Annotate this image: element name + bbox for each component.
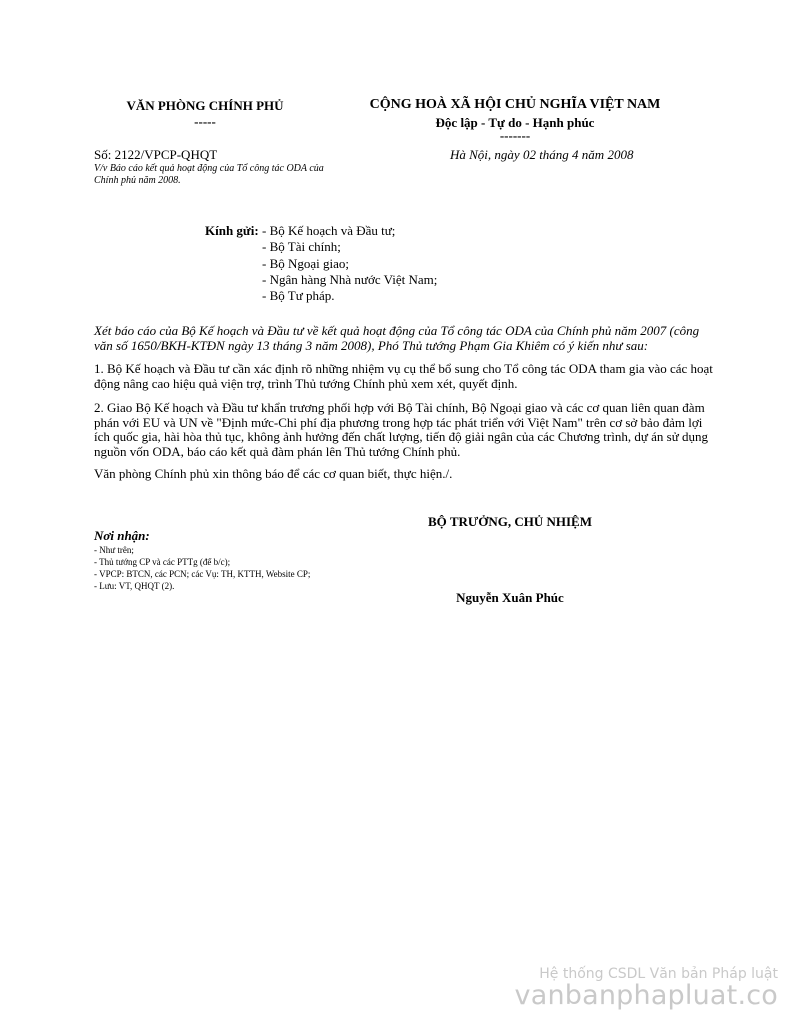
national-title: CỘNG HOÀ XÃ HỘI CHỦ NGHĨA VIỆT NAM	[369, 97, 661, 112]
document-subject: V/v Báo cáo kết quả hoạt động của Tổ công tác ODA của Chính phủ năm 2008.	[94, 163, 324, 186]
watermark-caption: Hệ thống CSDL Văn bản Pháp luật	[539, 966, 778, 982]
recipient-item: - Bộ Ngoại giao;	[262, 255, 350, 271]
watermark-url: vanbanphapluat.co	[514, 980, 778, 1011]
distribution-item: - VPCP: BTCN, các PCN; các Vụ: TH, KTTH, Website CP;	[94, 569, 311, 579]
closing-paragraph: Văn phòng Chính phủ xin thông báo để các cơ quan biết, thực hiện./.	[94, 466, 453, 481]
recipients-list	[262, 223, 437, 304]
distribution-item: - Lưu: VT, QHQT (2).	[94, 581, 175, 591]
distribution-item: - Như trên;	[94, 545, 134, 555]
intro-paragraph: Xét báo cáo của Bộ Kế hoạch và Đầu tư về kết quả hoạt động của Tổ công tác ODA của Chính phủ năm 2007 (công văn số 1650/BKH-KTĐN ngày 13 tháng 3 năm 2008), Phó Thủ tướng Phạm Gia Khiêm có ý kiến như sau:	[94, 323, 700, 353]
distribution-label: Nơi nhận:	[94, 528, 150, 543]
directive-point-1: 1. Bộ Kế hoạch và Đầu tư cần xác định rõ những nhiệm vụ cụ thể bổ sung cho Tổ công tác ODA tham gia vào các hoạt động nâng cao hiệu quả viện trợ, trình Thủ tướng Chính phủ xem xét, quyết định.	[94, 361, 713, 391]
recipients-label: Kính gửi:	[205, 223, 259, 238]
recipient-item: - Bộ Tài chính;	[262, 239, 341, 255]
agency-rule: -----	[194, 114, 216, 129]
directive-point-2: 2. Giao Bộ Kế hoạch và Đầu tư khẩn trương phối hợp với Bộ Tài chính, Bộ Ngoại giao và các cơ quan liên quan đàm phán với EU và UN về "Định mức-Chi phí địa phương trong hợp tác phát triển với Việt Nam" trên cơ sở bảo đảm lợi ích quốc gia, hài hòa thủ tục, không ảnh hưởng đến chất lượng, tiến độ giải ngân của các Chương trình, dự án sử dụng nguồn vốn ODA, báo cáo kết quả đàm phán lên Thủ tướng Chính phủ.	[94, 400, 708, 459]
document-number: Số: 2122/VPCP-QHQT	[94, 147, 218, 162]
distribution-item: - Thủ tướng CP và các PTTg (để b/c);	[94, 557, 231, 567]
signatory-title: BỘ TRƯỞNG, CHỦ NHIỆM	[428, 514, 592, 529]
recipient-item: - Ngân hàng Nhà nước Việt Nam;	[262, 271, 438, 287]
recipient-item: - Bộ Kế hoạch và Đầu tư;	[262, 223, 396, 238]
national-motto: Độc lập - Tự do - Hạnh phúc	[435, 115, 595, 130]
recipient-item: - Bộ Tư pháp.	[262, 288, 335, 304]
motto-rule: -------	[499, 128, 531, 143]
signatory-name: Nguyễn Xuân Phúc	[456, 590, 564, 605]
document-date: Hà Nội, ngày 02 tháng 4 năm 2008	[450, 147, 634, 162]
distribution-list	[94, 544, 310, 592]
issuing-agency: VĂN PHÒNG CHÍNH PHỦ	[126, 98, 284, 113]
